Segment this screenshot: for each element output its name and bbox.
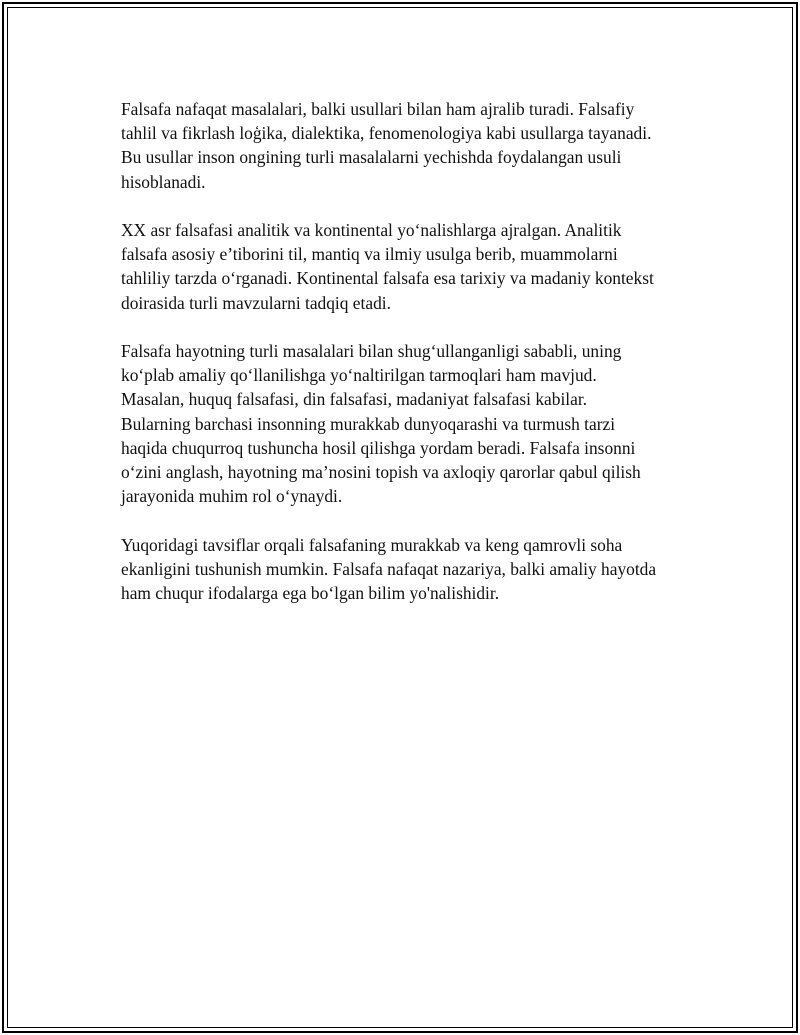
document-body [121, 97, 701, 629]
paragraph-methods: Falsafa nafaqat masalalari, balki usullari bilan ham ajralib turadi. Falsafiy tahlil va fikrlash loģika, dialektika, fenomenologiya kabi usullarga tayanadi. Bu usullar inson ongining turli masalalarni yechishda foydalangan usuli hisoblanadi. [121, 99, 652, 192]
paragraph-twentieth-century: XX asr falsafasi analitik va kontinental yo‘nalishlarga ajralgan. Analitik falsafa asosiy e’tiborini til, mantiq va ilmiy usulga berib, muammolarni tahliliy tarzda o‘rganadi. Kontinental falsafa esa tarixiy va madaniy kontekst doirasida turli mavzularni tadqiq etadi. [121, 220, 654, 313]
paragraph-conclusion: Yuqoridagi tavsiflar orqali falsafaning murakkab va keng qamrovli soha ekanligini tushunish mumkin. Falsafa nafaqat nazariya, balki amaliy hayotda ham chuqur ifodalarga ega bo‘lgan bilim yo'nalishidir. [121, 534, 657, 604]
paragraph-applied-branches: Falsafa hayotning turli masalalari bilan shug‘ullanganligi sababli, uning ko‘plab amaliy qo‘llanilishga yo‘naltirilgan tarmoqlari ham mavjud. Masalan, huquq falsafasi, din falsafasi, madaniyat falsafasi kabilar. Bularning barchasi insonning murakkab dunyoqarashi va turmush tarzi haqida chuqurroq tushuncha hosil qilishga yordam beradi. Falsafa insonni o‘zini anglash, hayotning ma’nosini topish va axloqiy qarorlar qabul qilish jarayonida muhim rol o‘ynaydi. [121, 341, 641, 507]
page-border [2, 2, 798, 1033]
